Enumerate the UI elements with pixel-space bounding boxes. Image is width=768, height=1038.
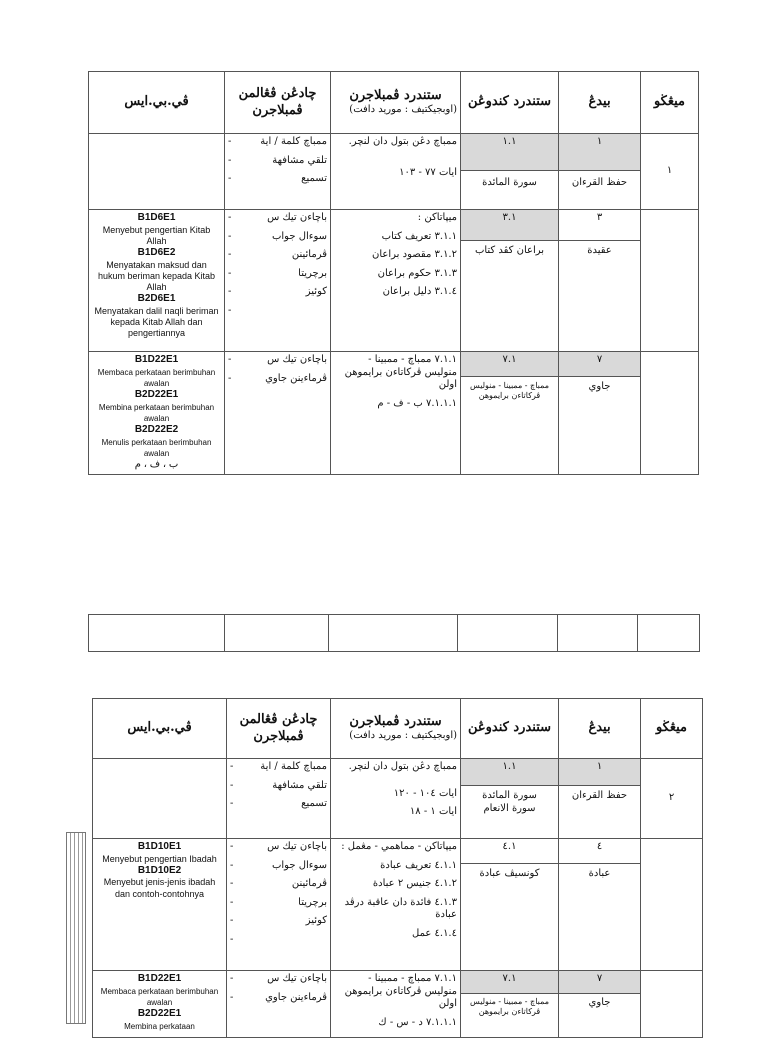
learning-standard-cell: ٧.١.١ ممباچ - ممبينا - منوليس ڤركاتاءن برايموهن اولن ٧.١.١.١ ب - ف - م [331,352,461,475]
field-cell: ٧ جاوي [559,971,641,1038]
field-cell: ٣ عقيدة [559,210,641,352]
header-pbs: ڤي.بي.ايس [93,699,227,759]
header-week: ميڠڬو [641,699,703,759]
learning-standard-cell: ممباچ دڠن بتول دان لنچر. ايات ١٠٤ - ١٢٠ ايات ١ - ١٨ [331,759,461,839]
learning-standard-cell: ممباچ دڠن بتول دان لنچر. ايات ٧٧ - ١٠٣ [331,134,461,210]
field-cell: ٤ عبادة [559,839,641,971]
activities-cell: ممباچ كلمة / اية - تلقي مشافهة - تسميع - [227,759,331,839]
table-row [93,839,703,971]
learning-standard-cell: ميڽاتاكن : ٣.١.١ تعريف كتاب ٣.١.٢ مقصود براعان ٣.١.٣ حكوم براعان ٣.١.٤ دليل براعان [331,210,461,352]
week-cell [641,971,703,1038]
activities-cell: ممباچ كلمة / اية - تلقي مشافهة - تسميع - [225,134,331,210]
week-cell [641,839,703,971]
table-row [89,352,699,475]
week-cell: ٢ [641,759,703,839]
learning-standard-cell: ٧.١.١ ممباچ - ممبينا - منوليس ڤركاتاءن برايموهن اولن ٧.١.١.١ د - س - ك [331,971,461,1038]
header-learning-standard: ستندرد ڤمبلاجرن (اوبجيكتيف : موريد دافت) [331,72,461,134]
table-row [93,759,703,839]
activities-cell: باچاءن تيك س - سوءال جواب - ڤرمائينن - برچريتا - كوئيز - - [225,210,331,352]
table-row [89,134,699,210]
content-standard-cell: ٣.١ براعان كڤد كتاب [461,210,559,352]
empty-table [88,614,700,652]
content-standard-cell: ٧.١ ممباچ - ممبينا - منوليس ڤركاتاءن برايموهن [461,971,559,1038]
pbs-cell [93,759,227,839]
lesson-plan-table-week-2 [92,698,703,1038]
pbs-cell [89,134,225,210]
margin-lines-decoration [66,832,86,1024]
header-field: بيدڠ [559,699,641,759]
content-standard-cell: ٤.١ كونسيڤ عبادة [461,839,559,971]
content-standard-cell: ١.١ سورة المائدة [461,134,559,210]
week-cell [641,352,699,475]
header-field: بيدڠ [559,72,641,134]
field-cell: ٧ جاوي [559,352,641,475]
header-learning-suggestions: چادڠن ڤڠالمن ڤمبلاجرن [225,72,331,134]
pbs-cell: B1D22E1 Membaca perkataan berimbuhan awalan B2D22E1 Membina perkataan [93,971,227,1038]
pbs-cell: B1D10E1 Menyebut pengertian Ibadah B1D10E2 Menyebut jenis-jenis ibadah dan contoh-contohnya [93,839,227,971]
header-content-standard: ستندرد كندوڠن [461,699,559,759]
activities-cell: باچاءن تيك س - سوءال جواب - ڤرمائينن - برچريتا - كوئيز - - [227,839,331,971]
lesson-plan-table-week-1 [88,71,699,475]
week-cell: ١ [641,134,699,210]
header-content-standard: ستندرد كندوڠن [461,72,559,134]
activities-cell: باچاءن تيك س - ڤرماءينن جاوي - [227,971,331,1038]
header-learning-standard: ستندرد ڤمبلاجرن (اوبجيكتيف : موريد دافت) [331,699,461,759]
pbs-cell: B1D22E1 Membaca perkataan berimbuhan awalan B2D22E1 Membina perkataan berimbuhan awalan B2D22E2 Menulis perkataan berimbuhan awalan ب ، ف ، م [89,352,225,475]
header-week: ميڠڬو [641,72,699,134]
table-row [93,971,703,1038]
field-cell: ١ حفظ القرءان [559,759,641,839]
activities-cell: باچاءن تيك س - ڤرماءينن جاوي - [225,352,331,475]
field-cell: ١ حفظ القرءان [559,134,641,210]
learning-standard-cell: ميڽاتاكن - مماهمي - مڠمل : ٤.١.١ تعريف عبادة ٤.١.٢ جنيس ٢ عبادة ٤.١.٣ فائدة دان عاقبة درڤد عبادة ٤.١.٤ عمل [331,839,461,971]
header-pbs: ڤي.بي.ايس [89,72,225,134]
header-learning-suggestions: چادڠن ڤڠالمن ڤمبلاجرن [227,699,331,759]
table-row [89,210,699,352]
pbs-cell: B1D6E1 Menyebut pengertian Kitab Allah B1D6E2 Menyatakan maksud dan hukum beriman kepada Kitab Allah B2D6E1 Menyatakan dalil naqli beriman kepada Kitab Allah dan pengertiannya [89,210,225,352]
week-cell [641,210,699,352]
content-standard-cell: ١.١ سورة المائدة سورة الانعام [461,759,559,839]
content-standard-cell: ٧.١ ممباچ - ممبينا - منوليس ڤركاتاءن برايموهن [461,352,559,475]
